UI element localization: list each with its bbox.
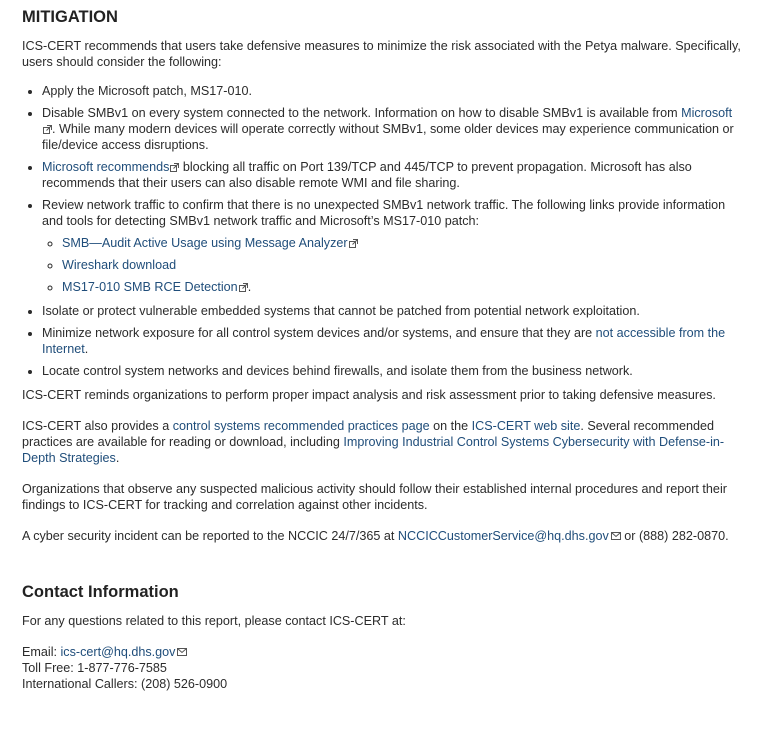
external-link-icon (43, 125, 52, 134)
mail-icon (611, 532, 621, 540)
tools-sublist (42, 235, 741, 295)
list-item: • Locate control system networks and devices behind firewalls, and isolate them from the business network. (42, 363, 741, 379)
observe-paragraph: Organizations that observe any suspected malicious activity should follow their established internal procedures and report their findings to ICS-CERT for tracking and correlation against other incidents. (22, 482, 727, 512)
ics-cert-website-link[interactable]: ICS-CERT web site (471, 419, 581, 433)
mitigation-list (22, 83, 741, 379)
list-item: • Review network traffic to confirm that there is no unexpected SMBv1 network traffic. The following links provide information and tools for detecting SMBv1 network traffic and Microsoft’s MS17-010 patch: ◦ SMB—Audit Active Usage using Message Analyzer ◦ Wireshark download ◦ MS17-010 SMB RCE Detection . (42, 197, 741, 295)
list-item: • Disable SMBv1 on every system connected to the network. Information on how to disable SMBv1 is available from Microsoft . While many modern devices will operate correctly without SMBv1, some older devices may experience communication or file/device access disruptions. (42, 105, 741, 153)
external-link-icon (170, 163, 179, 172)
microsoft-link[interactable]: Microsoft (681, 106, 733, 120)
list-item: • Apply the Microsoft patch, MS17-010. (42, 83, 741, 99)
list-item (62, 257, 741, 273)
external-link-icon (239, 283, 248, 292)
list-item (62, 235, 741, 251)
nccic-email-link[interactable]: NCCICCustomerService@hq.dhs.gov (397, 529, 609, 543)
incident-paragraph: A cyber security incident can be reported to the NCCIC 24/7/365 at NCCICCustomerService@hq.dhs.gov or (888) 282-0870. (22, 529, 729, 543)
list-item: • Microsoft recommends blocking all traffic on Port 139/TCP and 445/TCP to prevent propagation. Microsoft has also recommends that their users can also disable remote WMI and file sharing. (42, 159, 741, 191)
ms17-010-detection-link[interactable]: MS17-010 SMB RCE Detection (62, 280, 238, 294)
contact-details (22, 644, 741, 692)
contact-email-line: Email: ics-cert@hq.dhs.gov (22, 644, 741, 660)
microsoft-recommends-link[interactable]: Microsoft recommends (42, 160, 170, 174)
recommended-practices-paragraph: ICS-CERT also provides a control systems recommended practices page on the ICS-CERT web site. Several recommended practices are available for reading or download, including Improving Industrial Control Systems Cybersecurity with Defense-in-Depth Strategies. (22, 419, 725, 465)
list-item: • Minimize network exposure for all control system devices and/or systems, and ensure that they are not accessible from the Internet. (42, 325, 741, 357)
defense-in-depth-link[interactable]: Improving Industrial Control Systems Cybersecurity with Defense-in-Depth Strategies (22, 435, 725, 465)
list-item: • Isolate or protect vulnerable embedded systems that cannot be patched from potential network exploitation. (42, 303, 741, 319)
toll-free-line: Toll Free: 1-877-776-7585 (22, 661, 167, 675)
reminds-paragraph: ICS-CERT reminds organizations to perform proper impact analysis and risk assessment prior to taking defensive measures. (22, 388, 716, 402)
not-accessible-link[interactable]: not accessible from the Internet (42, 326, 726, 356)
recommended-practices-link[interactable]: control systems recommended practices page (172, 419, 430, 433)
list-item: ◦ MS17-010 SMB RCE Detection . (62, 279, 741, 295)
smb-audit-link[interactable]: SMB—Audit Active Usage using Message Analyzer (62, 236, 348, 250)
mitigation-heading: MITIGATION (22, 8, 118, 26)
external-link-icon (349, 239, 358, 248)
wireshark-download-link[interactable]: Wireshark download (62, 258, 177, 272)
mitigation-intro: ICS-CERT recommends that users take defensive measures to minimize the risk associated with the Petya malware. Specifically, users should consider the following: (22, 39, 741, 69)
contact-heading: Contact Information (22, 583, 179, 601)
ics-cert-email-link[interactable]: ics-cert@hq.dhs.gov (60, 645, 176, 659)
international-line: International Callers: (208) 526-0900 (22, 677, 228, 691)
contact-intro: For any questions related to this report, please contact ICS-CERT at: (22, 614, 406, 628)
mail-icon (177, 648, 187, 656)
